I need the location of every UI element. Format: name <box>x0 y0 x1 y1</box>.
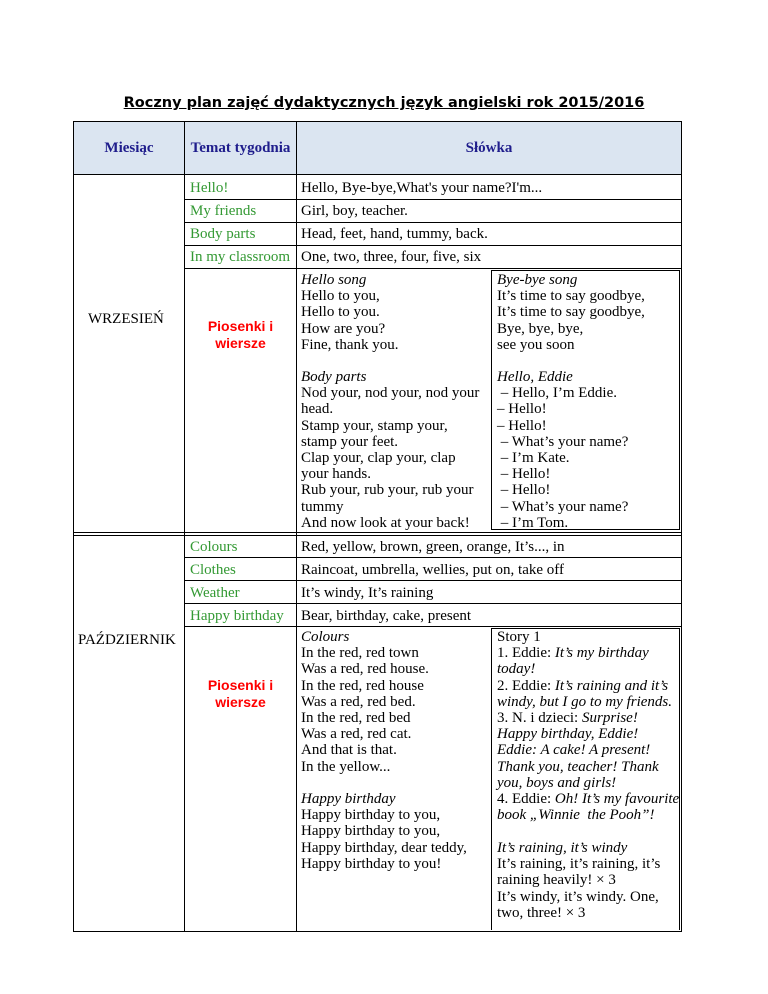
song-line: Was a red, red cat. <box>301 726 412 743</box>
song-title: Hello, Eddie <box>497 369 573 385</box>
song-line: Was a red, red house. <box>301 661 429 678</box>
hello-song <box>301 272 399 353</box>
songs-label-line1: Piosenki i <box>207 677 274 693</box>
words-happy-birthday: Bear, birthday, cake, present <box>301 608 472 624</box>
song-line: Happy birthday to you, <box>301 807 441 824</box>
song-line: Nod your, nod your, nod your <box>301 385 480 402</box>
dialogue-line: – I’m Kate. <box>497 450 570 467</box>
song-line: Happy birthday to you! <box>301 855 442 872</box>
song-line: Fine, thank you. <box>301 336 399 353</box>
topic-happy-birthday: Happy birthday <box>190 608 284 624</box>
dialogue-line: – What’s your name? <box>497 433 629 450</box>
song-line: Hello to you, <box>301 288 380 305</box>
words-my-friends: Girl, boy, teacher. <box>301 203 408 219</box>
body-parts-rhyme <box>301 369 479 531</box>
song-line: And that is that. <box>301 742 397 759</box>
song-line: Clap your, clap your, clap <box>301 450 456 467</box>
song-line: see you soon <box>497 336 575 353</box>
topic-in-my-classroom: In my classroom <box>190 249 290 265</box>
story-line: Happy birthday, Eddie! <box>497 726 639 743</box>
song-title: Colours <box>301 629 350 645</box>
song-line: head. <box>301 401 334 418</box>
song-line: In the red, red bed <box>301 710 411 727</box>
words-clothes: Raincoat, umbrella, wellies, put on, take off <box>301 562 564 578</box>
dialogue-line: – What’s your name? <box>497 498 629 515</box>
song-line: In the yellow... <box>301 758 391 775</box>
story-line: Eddie: A cake! A present! <box>497 742 651 759</box>
story-line: windy, but I go to my friends. <box>497 693 672 710</box>
dialogue-line: – Hello! <box>497 466 551 483</box>
story-line: Surprise! <box>581 710 638 727</box>
dialogue-line: – Hello! <box>497 401 547 418</box>
songs-label-october <box>186 677 295 711</box>
song-line: Happy birthday to you, <box>301 823 441 840</box>
song-line: two, three! × 3 <box>497 904 586 921</box>
song-title: Body parts <box>301 369 367 385</box>
month-september: WRZESIEŃ <box>88 311 164 327</box>
song-line: It’s time to say goodbye, <box>497 304 645 321</box>
song-title: Bye-bye song <box>497 272 578 288</box>
story-line: It’s my birthday <box>554 645 649 662</box>
songs-label-line2: wiersze <box>215 335 266 351</box>
story-line: It’s raining and it’s <box>554 677 669 694</box>
topic-hello: Hello! <box>190 180 229 196</box>
words-body-parts: Head, feet, hand, tummy, back. <box>301 226 488 242</box>
songs-label-september <box>186 318 295 352</box>
topic-body-parts: Body parts <box>190 226 256 242</box>
raining-windy-rhyme <box>497 840 660 921</box>
song-title: It’s raining, it’s windy <box>497 840 628 856</box>
bye-bye-song <box>497 272 645 353</box>
songs-label-line1: Piosenki i <box>207 318 274 334</box>
words-in-my-classroom: One, two, three, four, five, six <box>301 249 482 265</box>
story-speaker: 2. Eddie: <box>497 677 555 694</box>
song-line: In the red, red town <box>301 645 419 662</box>
story-line: today! <box>497 661 536 678</box>
header-words <box>296 121 682 175</box>
topic-colours: Colours <box>190 539 238 555</box>
song-line: Bye, bye, bye, <box>497 320 584 337</box>
story-title: Story 1 <box>497 629 541 645</box>
header-topic-label: Temat tygodnia <box>190 139 291 156</box>
song-line: Happy birthday, dear teddy, <box>301 839 467 856</box>
words-weather: It’s windy, It’s raining <box>301 585 434 601</box>
words-colours: Red, yellow, brown, green, orange, It’s..., in <box>301 539 565 555</box>
song-line: It’s time to say goodbye, <box>497 288 645 305</box>
song-line: raining heavily! × 3 <box>497 872 616 889</box>
topic-weather: Weather <box>190 585 240 601</box>
song-line: It’s raining, it’s raining, it’s <box>497 856 661 873</box>
song-line: It’s windy, it’s windy. One, <box>497 888 659 905</box>
topic-clothes: Clothes <box>190 562 236 578</box>
header-topic <box>184 121 297 175</box>
song-line: your hands. <box>301 466 371 483</box>
song-line: stamp your feet. <box>301 433 399 450</box>
header-month-label: Miesiąc <box>104 139 154 156</box>
song-line: tummy <box>301 498 344 515</box>
header-month <box>73 121 185 175</box>
colours-rhyme <box>301 629 429 775</box>
song-line: And now look at your back! <box>301 514 470 531</box>
dialogue-line: – I’m Tom. <box>497 514 569 531</box>
song-line: Was a red, red bed. <box>301 693 416 710</box>
dialogue-line: – Hello, I’m Eddie. <box>497 385 617 402</box>
story-speaker: 3. N. i dzieci: <box>497 710 582 727</box>
dialogue-line: – Hello! <box>497 417 547 434</box>
song-line: How are you? <box>301 320 386 337</box>
story-line: Oh! It’s my favourite <box>554 791 680 808</box>
song-line: Rub your, rub your, rub your <box>301 482 474 499</box>
story-speaker: 4. Eddie: <box>497 791 555 808</box>
month-october: PAŹDZIERNIK <box>78 632 176 648</box>
page-title: Roczny plan zajęć dydaktycznych język angielski rok 2015/2016 <box>123 95 645 111</box>
hello-eddie-dialogue <box>497 369 628 531</box>
story-line: Thank you, teacher! Thank <box>497 758 659 775</box>
story-speaker: 1. Eddie: <box>497 645 555 662</box>
song-title: Happy birthday <box>301 791 396 807</box>
song-title: Hello song <box>301 272 367 288</box>
song-line: Stamp your, stamp your, <box>301 417 448 434</box>
story-1 <box>497 629 679 823</box>
happy-birthday-song <box>301 791 467 872</box>
dialogue-line: – Hello! <box>497 482 551 499</box>
songs-label-line2: wiersze <box>215 694 266 710</box>
story-line: you, boys and girls! <box>497 774 617 791</box>
topic-my-friends: My friends <box>190 203 257 219</box>
header-words-label: Słówka <box>465 139 513 156</box>
song-line: Hello to you. <box>301 304 380 321</box>
song-line: In the red, red house <box>301 677 424 694</box>
story-line: book „Winnie the Pooh”! <box>497 807 655 824</box>
words-hello: Hello, Bye-bye,What's your name?I'm... <box>301 180 543 196</box>
